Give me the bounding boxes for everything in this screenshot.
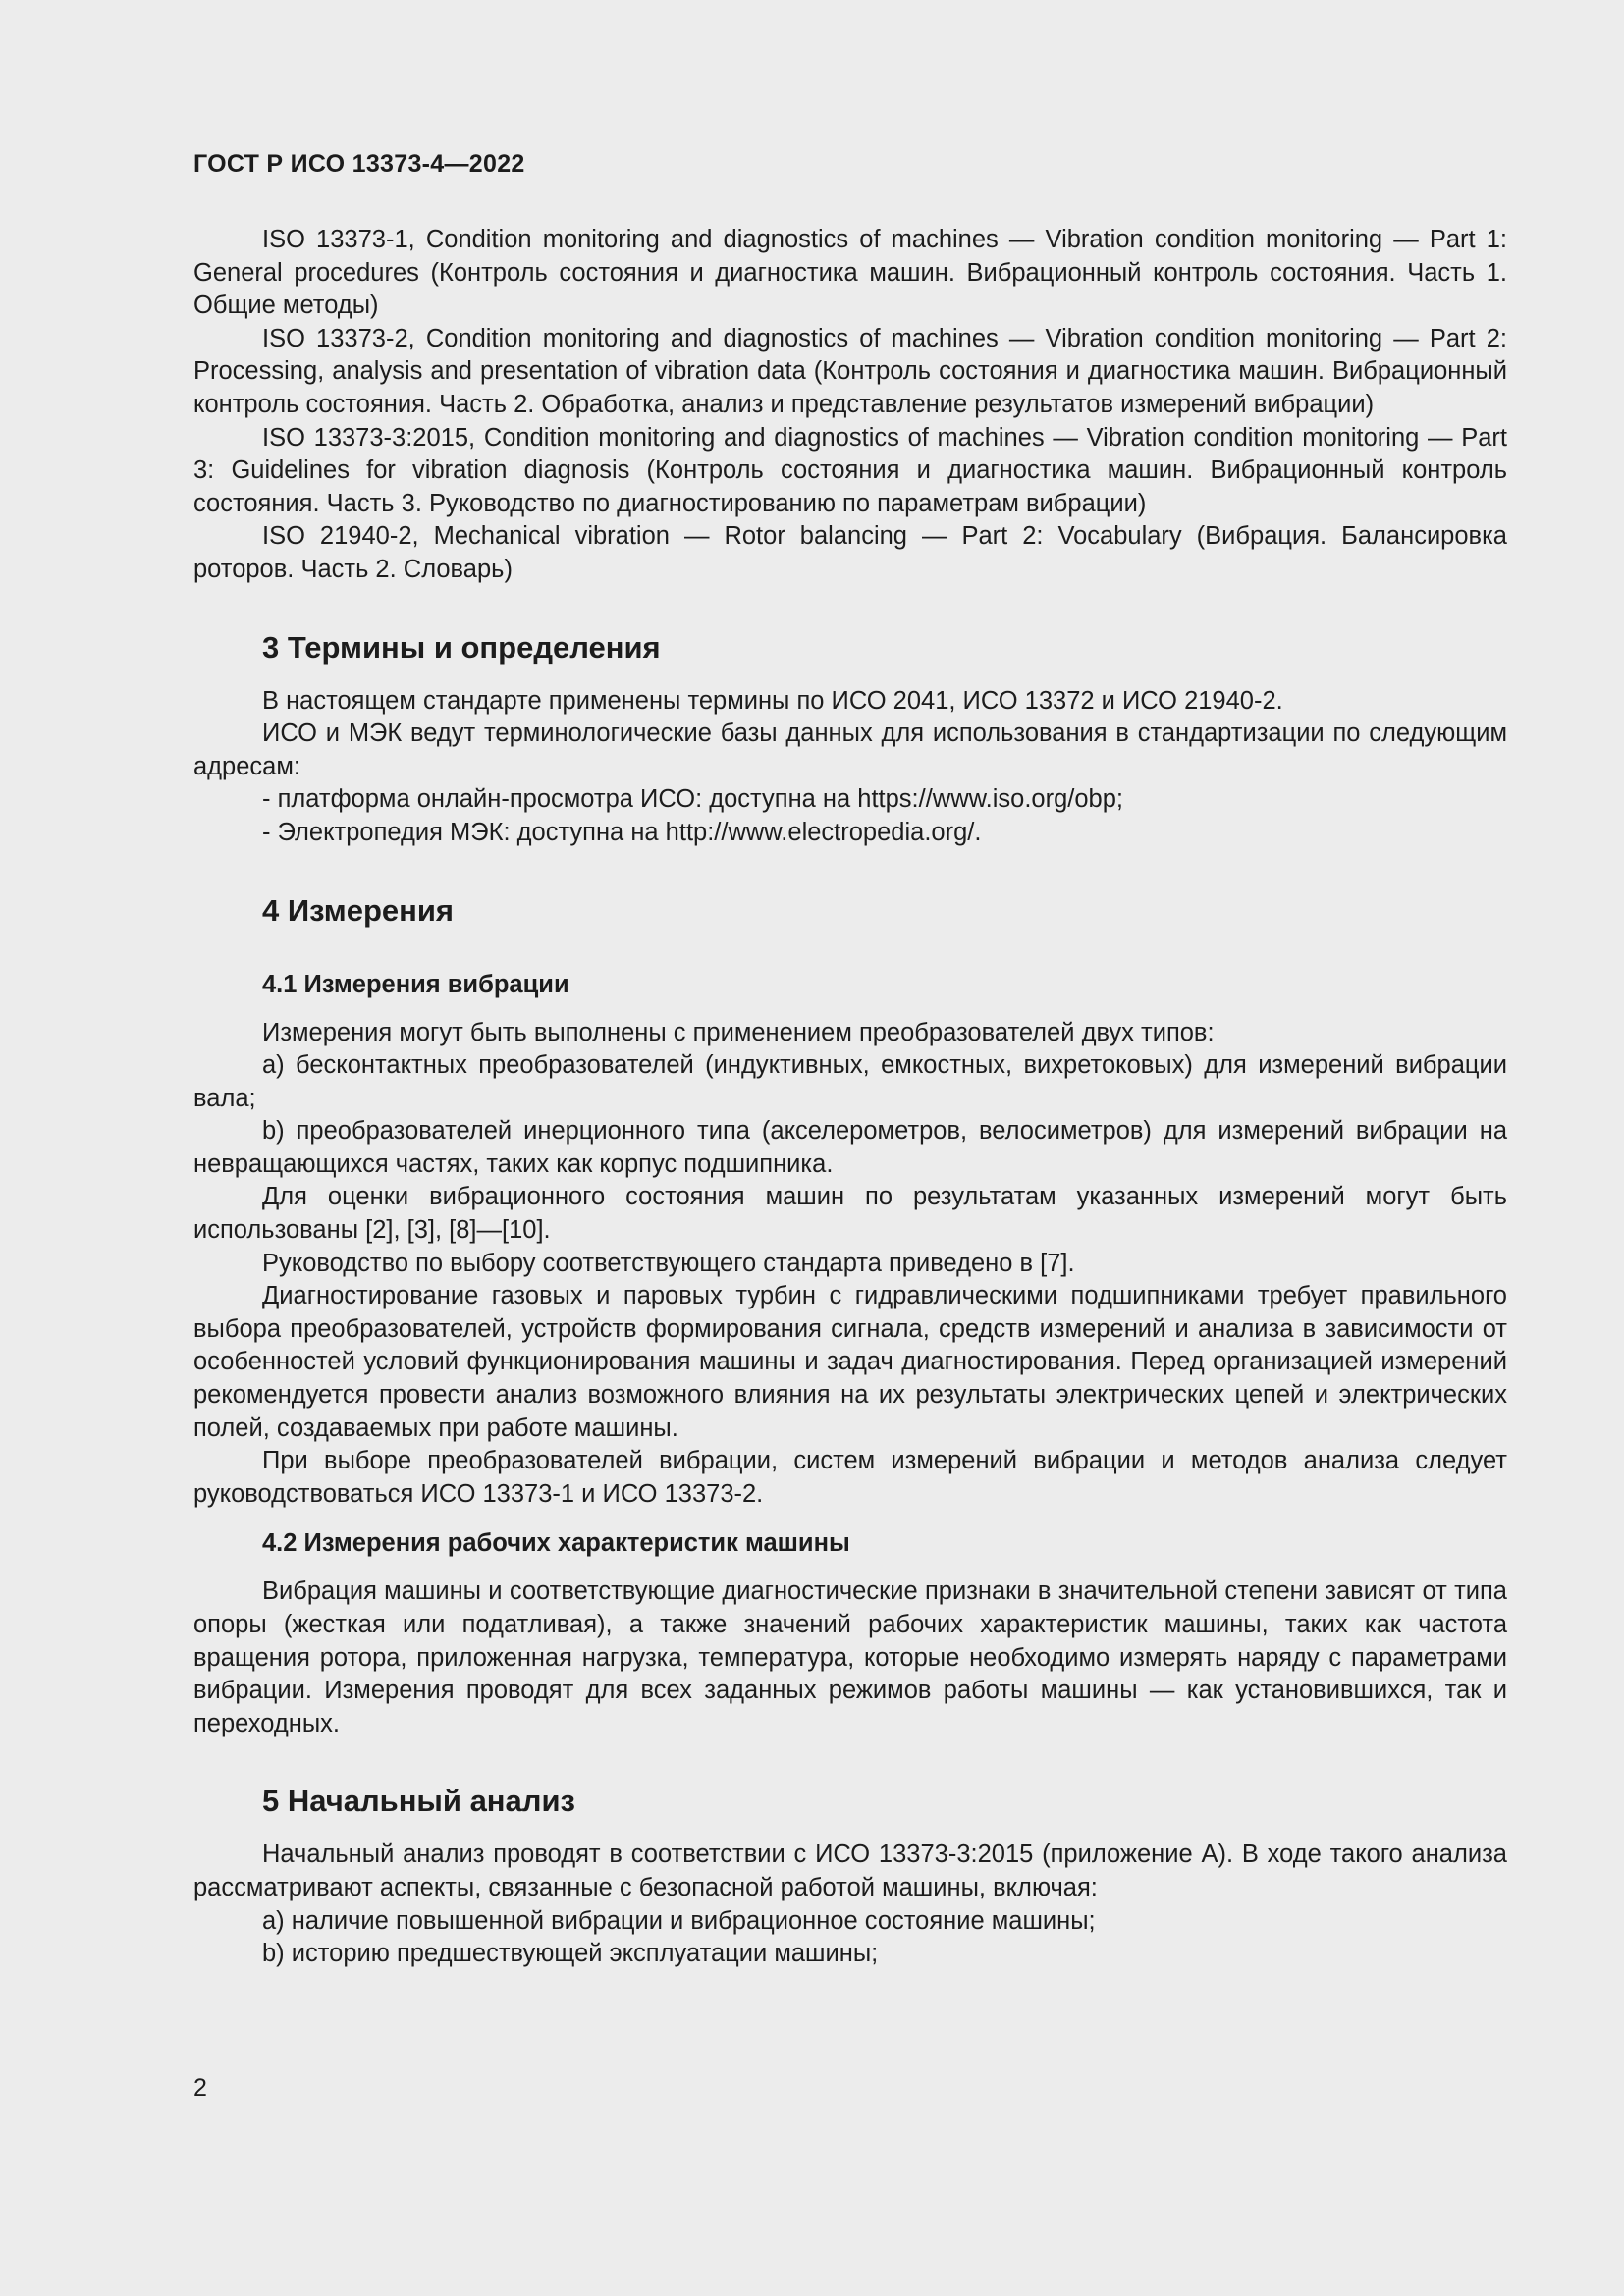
reference-item: ISO 13373-1, Condition monitoring and diagnostics of machines — Vibration condition monitoring — Part 1: General procedures (Контроль состояния и диагностика машин. Вибрационный контроль состояния. Часть 1. Общие методы): [193, 226, 1507, 320]
subsection-heading: 4.1 Измерения вибрации: [262, 970, 569, 998]
section-measurements: [193, 891, 1507, 1741]
list-item: b) преобразователей инерционного типа (акселерометров, велосиметров) для измерений вибрации на невращающихся частях, таких как корпус подшипника.: [193, 1117, 1507, 1178]
paragraph: При выборе преобразователей вибрации, систем измерений вибрации и методов анализа следует руководствоваться ИСО 13373-1 и ИСО 13373-2.: [193, 1447, 1507, 1508]
section-terms: [193, 628, 1507, 850]
paragraph: Вибрация машины и соответствующие диагностические признаки в значительной степени зависят от типа опоры (жесткая или податливая), а также значений рабочих характеристик машины, таких как частота вращения ротора, приложенная нагрузка, температура, которые необходимо измерять наряду с параметрами вибрации. Измерения проводят для всех заданных режимов работы машины — как установившихся, так и переходных.: [193, 1577, 1507, 1737]
reference-item: ISO 21940-2, Mechanical vibration — Rotor balancing — Part 2: Vocabulary (Вибрация. Балансировка роторов. Часть 2. Словарь): [193, 522, 1507, 583]
paragraph: ИСО и МЭК ведут терминологические базы данных для использования в стандартизации по следующим адресам:: [193, 720, 1507, 780]
paragraph: Для оценки вибрационного состояния машин по результатам указанных измерений могут быть использованы [2], [3], [8]—[10].: [193, 1183, 1507, 1245]
paragraph: Измерения могут быть выполнены с применением преобразователей двух типов:: [262, 1018, 1215, 1046]
section-heading: 4 Измерения: [262, 892, 454, 928]
normative-references: [193, 224, 1507, 587]
list-item: - Электропедия МЭК: доступна на http://www.electropedia.org/.: [262, 818, 982, 846]
reference-item: ISO 13373-2, Condition monitoring and diagnostics of machines — Vibration condition monitoring — Part 2: Processing, analysis and presentation of vibration data (Контроль состояния и диагностика машин. Вибрационный контроль состояния. Часть 2. Обработка, анализ и представление результатов измерений вибрации): [193, 324, 1507, 418]
section-heading: 3 Термины и определения: [262, 629, 661, 665]
section-initial-analysis: [193, 1782, 1507, 1970]
paragraph: Руководство по выбору соответствующего стандарта приведено в [7].: [262, 1249, 1075, 1277]
reference-item: ISO 13373-3:2015, Condition monitoring and diagnostics of machines — Vibration condition monitoring — Part 3: Guidelines for vibration diagnosis (Контроль состояния и диагностика машин. Вибрационный контроль состояния. Часть 3. Руководство по диагностированию по параметрам вибрации): [193, 423, 1507, 517]
subsection-heading: 4.2 Измерения рабочих характеристик машины: [262, 1529, 850, 1558]
paragraph: Начальный анализ проводят в соответствии с ИСО 13373-3:2015 (приложение А). В ходе такого анализа рассматривают аспекты, связанные с безопасной работой машины, включая:: [193, 1841, 1507, 1901]
list-item: b) историю предшествующей эксплуатации машины;: [262, 1940, 879, 1968]
document-body: [193, 224, 1507, 1971]
document-header: ГОСТ Р ИСО 13373-4—2022: [193, 150, 525, 178]
list-item: a) бесконтактных преобразователей (индуктивных, емкостных, вихретоковых) для измерений вибрации вала;: [193, 1051, 1507, 1112]
paragraph: В настоящем стандарте применены термины по ИСО 2041, ИСО 13372 и ИСО 21940-2.: [262, 686, 1283, 715]
section-heading: 5 Начальный анализ: [262, 1784, 575, 1819]
paragraph: Диагностирование газовых и паровых турбин с гидравлическими подшипниками требует правильного выбора преобразователей, устройств формирования сигнала, средств измерений и анализа в зависимости от особенностей условий функционирования машины и задач диагностирования. Перед организацией измерений рекомендуется провести анализ возможного влияния на их результаты электрических цепей и электрических полей, создаваемых при работе машины.: [193, 1282, 1507, 1442]
page-number: 2: [193, 2074, 207, 2102]
list-item: а) наличие повышенной вибрации и вибрационное состояние машины;: [262, 1906, 1096, 1935]
list-item: - платформа онлайн-просмотра ИСО: доступна на https://www.iso.org/obp;: [262, 785, 1123, 814]
